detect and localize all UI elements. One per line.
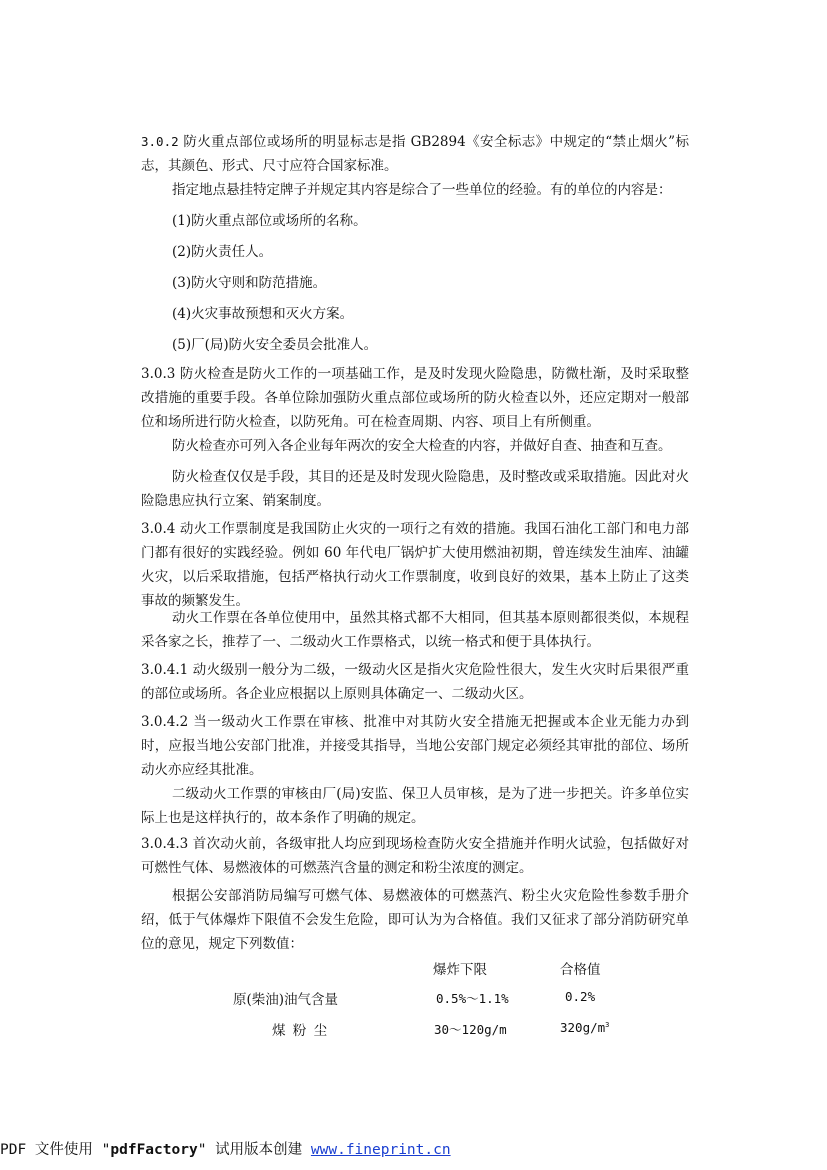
paragraph-explosion-limit: 根据公安部消防局编写可燃气体、易燃液体的可燃蒸汽、粉尘火灾危险性参数手册介绍，低于气体爆炸下限值不会发生危险，即可认为为合格值。我们又征求了部分消防研究单位的意见，规定下列数值：	[141, 888, 689, 952]
section-3-0-2	[141, 130, 689, 178]
list-item: (5)厂(局)防火安全委员会批准人。	[172, 337, 378, 353]
brand-name: pdfFactory	[110, 1142, 198, 1158]
fineprint-link[interactable]: www.fineprint.cn	[310, 1142, 451, 1158]
section-3-0-3: 3.0.3 防火检查是防火工作的一项基础工作，是及时发现火险隐患，防微杜渐，及时采取整改措施的重要手段。各单位除加强防火重点部位或场所的防火检查以外，还应定期对一般部位和场所进行防火检查，以防死角。可在检查周期、内容、项目上有所侧重。	[141, 366, 689, 430]
section-3-0-4-2: 3.0.4.2 当一级动火工作票在审核、批准中对其防火安全措施无把握或本企业无能力办到时，应报当地公安部门批准，并接受其指导，当地公安部门规定必须经其审批的部位、场所动火亦应经其批准。	[141, 714, 689, 778]
section-3-0-4-1: 3.0.4.1 动火级别一般分为二级，一级动火区是指火灾危险性很大，发生火灾时后果很严重的部位或场所。各企业应根据以上原则具体确定一、二级动火区。	[141, 662, 689, 702]
section-3-0-4: 3.0.4 动火工作票制度是我国防止火灾的一项行之有效的措施。我国石油化工部门和电力部门都有很好的实践经验。例如 60 年代电厂锅炉扩大使用燃油初期，曾连续发生油库、油罐火灾，以后采取措施，包括严格执行动火工作票制度，收到良好的效果，基本上防止了这类事故的频繁发生。	[141, 521, 689, 609]
row-label: 原(柴油)油气含量	[233, 992, 339, 1008]
row-qualified-value: $320g/m^3$	[560, 1020, 610, 1035]
paragraph-sign-content: 指定地点悬挂特定牌子并规定其内容是综合了一些单位的经验。有的单位的内容是：	[172, 182, 672, 198]
paragraph-second-level: 二级动火工作票的审核由厂(局)安监、保卫人员审核，是为了进一步把关。许多单位实际上也是这样执行的，故本条作了明确的规定。	[141, 786, 689, 826]
header-qualified-value: 合格值	[560, 962, 601, 978]
row-qualified-value: 0.2%	[565, 989, 596, 1004]
section-3-0-4-3: 3.0.4.3 首次动火前，各级审批人均应到现场检查防火安全措施并作明火试验，包括做好对可燃性气体、易燃液体的可燃蒸汽含量的测定和粉尘浓度的测定。	[141, 836, 689, 876]
superscript: 3	[605, 1020, 610, 1029]
list-item: (1)防火重点部位或场所的名称。	[172, 213, 367, 229]
paragraph-fire-inspection: 防火检查亦可列入各企业每年两次的安全大检查的内容，并做好自查、抽查和互查。	[172, 438, 672, 454]
row-explosion-limit: 30～120g/m	[434, 1022, 507, 1037]
section-number: 3.0.2	[141, 134, 179, 149]
pdf-footer-watermark: PDF 文件使用 "pdfFactory" 试用版本创建 www.fineprint.cn	[0, 1142, 451, 1158]
row-label: 煤 粉 尘	[272, 1023, 328, 1039]
list-item: (4)火灾事故预想和灭火方案。	[172, 306, 354, 322]
list-item: (3)防火守则和防范措施。	[172, 275, 327, 291]
header-explosion-limit: 爆炸下限	[433, 962, 487, 978]
list-item: (2)防火责任人。	[172, 244, 273, 260]
paragraph-work-ticket: 动火工作票在各单位使用中，虽然其格式都不大相同，但其基本原则都很类似，本规程采各家之长，推荐了一、二级动火工作票格式，以统一格式和便于具体执行。	[141, 610, 689, 650]
paragraph-inspection-purpose: 防火检查仅仅是手段，其目的还是及时发现火险隐患，及时整改或采取措施。因此对火险隐患应执行立案、销案制度。	[141, 469, 689, 509]
section-text: 防火重点部位或场所的明显标志是指 GB2894《安全标志》中规定的“禁止烟火”标志，其颜色、形式、尺寸应符合国家标准。	[141, 134, 689, 174]
row-explosion-limit: 0.5%～1.1%	[436, 991, 509, 1006]
